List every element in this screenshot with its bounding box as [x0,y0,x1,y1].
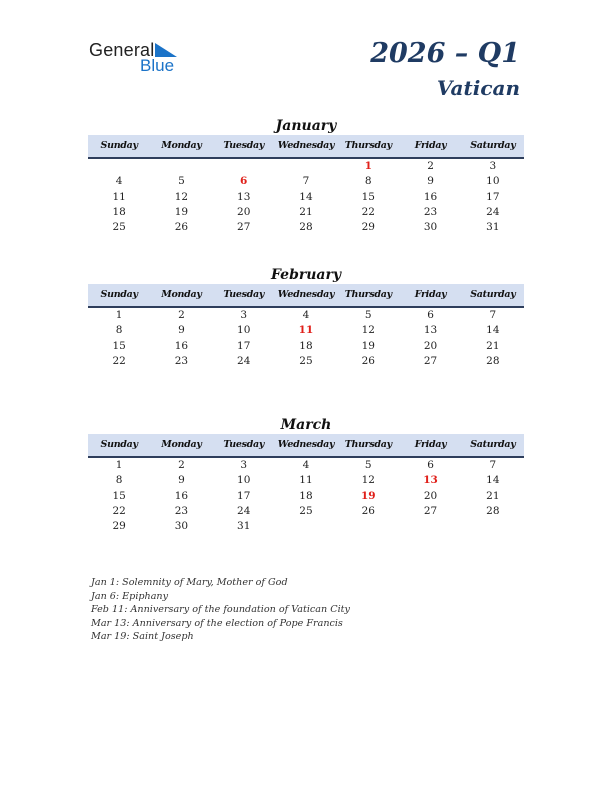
day-cell [275,519,337,534]
day-cell: 27 [423,354,438,367]
weekday-header: Saturday [470,289,516,300]
day-cell: 1 [115,309,123,321]
holiday-note: Jan 6: Epiphany [91,590,169,602]
page-title: 2026 – Q1 [370,38,520,69]
day-cell: 16 [174,489,189,502]
day-cell: 28 [486,354,500,367]
day-cell [88,159,150,174]
day-cell: 25 [299,504,313,517]
page-subtitle: Vatican [436,76,520,100]
week-row [88,174,524,189]
month-february [88,266,524,369]
week-row [88,159,524,174]
day-cell: 17 [237,339,251,352]
day-cell: 30 [174,520,189,533]
day-cell: 28 [299,221,313,234]
day-cell: 8 [115,474,123,487]
day-cell: 20 [423,489,438,502]
logo-triangle-icon [155,43,177,57]
weekday-header: Thursday [344,140,392,151]
month-january [88,117,524,235]
day-cell: 9 [178,474,185,487]
day-cell: 9 [178,324,185,337]
month-name: January [275,118,337,134]
day-cell: 22 [112,504,126,517]
day-cell: 30 [423,221,438,234]
holiday-note: Mar 13: Anniversary of the election of Pope Francis [91,617,343,629]
week-row [88,473,524,488]
day-cell: 6 [427,309,434,321]
day-cell: 26 [174,221,189,234]
day-cell: 3 [240,459,248,471]
day-cell: 21 [299,205,313,218]
day-cell: 4 [302,459,310,471]
week-row [88,354,524,369]
month-march [88,416,524,534]
day-cell: 15 [361,190,375,203]
weekday-header-row [88,135,524,159]
week-row [88,339,524,354]
holiday-day-cell: 19 [360,489,376,502]
day-cell: 17 [237,489,251,502]
day-cell: 14 [299,190,313,203]
day-cell: 2 [178,459,185,471]
weekday-header: Monday [161,439,202,450]
day-cell: 25 [299,354,313,367]
day-cell: 13 [423,324,438,337]
day-cell: 7 [302,175,310,188]
day-cell: 22 [361,205,375,218]
month-name: February [270,267,341,283]
weekday-header: Tuesday [223,439,265,450]
day-cell: 9 [427,175,434,188]
weekday-header: Sunday [100,140,138,151]
day-cell: 2 [178,309,185,321]
day-cell: 31 [486,221,500,234]
holiday-day-cell: 1 [364,160,372,172]
day-cell: 21 [486,489,500,502]
weekday-header: Wednesday [277,289,335,300]
day-cell [399,519,461,534]
weekday-header: Monday [161,140,202,151]
weekday-header: Wednesday [277,140,335,151]
day-cell: 3 [489,160,497,172]
day-cell: 11 [299,474,313,487]
weekday-header: Tuesday [223,140,265,151]
day-cell: 26 [361,354,375,367]
day-cell: 16 [174,339,189,352]
day-cell: 12 [361,474,375,487]
weekday-header-row [88,284,524,308]
week-row [88,519,524,534]
weekday-header: Sunday [100,439,138,450]
day-cell: 27 [423,504,438,517]
day-cell: 27 [237,221,251,234]
day-cell: 13 [237,190,251,203]
day-cell: 7 [489,309,497,321]
week-row [88,458,524,473]
day-cell [275,159,337,174]
holiday-day-cell: 11 [298,324,314,337]
week-row [88,220,524,235]
week-row [88,489,524,504]
day-cell: 3 [240,309,248,321]
week-row [88,190,524,205]
weekday-header-row [88,434,524,458]
day-cell: 5 [178,175,185,188]
holiday-note: Jan 1: Solemnity of Mary, Mother of God [91,577,288,588]
day-cell: 28 [486,504,500,517]
day-cell: 1 [115,459,123,471]
day-cell [150,159,212,174]
weekday-header: Friday [414,289,447,300]
day-cell: 7 [489,459,497,471]
holiday-notes [91,576,350,644]
weekday-header: Friday [414,439,447,450]
weekday-header: Saturday [470,140,516,151]
day-cell: 25 [112,221,126,234]
logo [89,40,189,76]
holiday-day-cell: 6 [240,175,248,188]
holiday-day-cell: 13 [423,474,438,487]
month-name: March [280,417,332,433]
day-cell: 23 [174,354,189,367]
day-cell: 12 [174,190,189,203]
day-cell: 8 [364,175,372,188]
week-row [88,504,524,519]
day-cell: 4 [302,309,310,321]
day-cell: 10 [237,324,251,337]
day-cell: 14 [486,324,500,337]
day-cell: 5 [364,309,372,321]
day-cell: 18 [299,339,313,352]
logo-general-text: General [89,40,155,60]
weekday-header: Thursday [344,439,392,450]
weekday-header: Friday [414,140,447,151]
day-cell: 5 [364,459,372,471]
day-cell: 18 [112,205,126,218]
logo-blue-text: Blue [140,56,175,75]
day-cell: 31 [237,520,251,533]
day-cell: 6 [427,459,434,471]
day-cell [213,159,275,174]
day-cell: 10 [486,175,500,188]
day-cell: 29 [112,520,126,533]
day-cell: 2 [427,160,434,172]
day-cell: 20 [423,339,438,352]
day-cell: 19 [361,339,375,352]
day-cell: 24 [486,205,500,218]
holiday-note: Mar 19: Saint Joseph [91,631,194,643]
week-row [88,308,524,323]
day-cell: 24 [237,504,251,517]
day-cell: 22 [112,354,126,367]
day-cell: 17 [486,190,500,203]
day-cell: 15 [112,339,126,352]
day-cell: 23 [174,504,189,517]
holiday-note: Feb 11: Anniversary of the foundation of Vatican City [91,604,350,616]
day-cell: 23 [423,205,438,218]
day-cell [462,519,524,534]
weekday-header: Thursday [344,289,392,300]
week-row [88,205,524,220]
day-cell: 4 [115,175,123,188]
day-cell: 14 [486,474,500,487]
day-cell [337,519,399,534]
day-cell: 19 [174,205,189,218]
day-cell: 12 [361,324,375,337]
weekday-header: Wednesday [277,439,335,450]
day-cell: 11 [112,190,126,203]
day-cell: 29 [361,221,375,234]
day-cell: 8 [115,324,123,337]
day-cell: 16 [423,190,438,203]
weekday-header: Monday [161,289,202,300]
day-cell: 15 [112,489,126,502]
day-cell: 18 [299,489,313,502]
day-cell: 20 [237,205,251,218]
weekday-header: Saturday [470,439,516,450]
day-cell: 21 [486,339,500,352]
week-row [88,323,524,338]
weekday-header: Tuesday [223,289,265,300]
day-cell: 24 [237,354,251,367]
weekday-header: Sunday [100,289,138,300]
day-cell: 26 [361,504,375,517]
day-cell: 10 [237,474,251,487]
